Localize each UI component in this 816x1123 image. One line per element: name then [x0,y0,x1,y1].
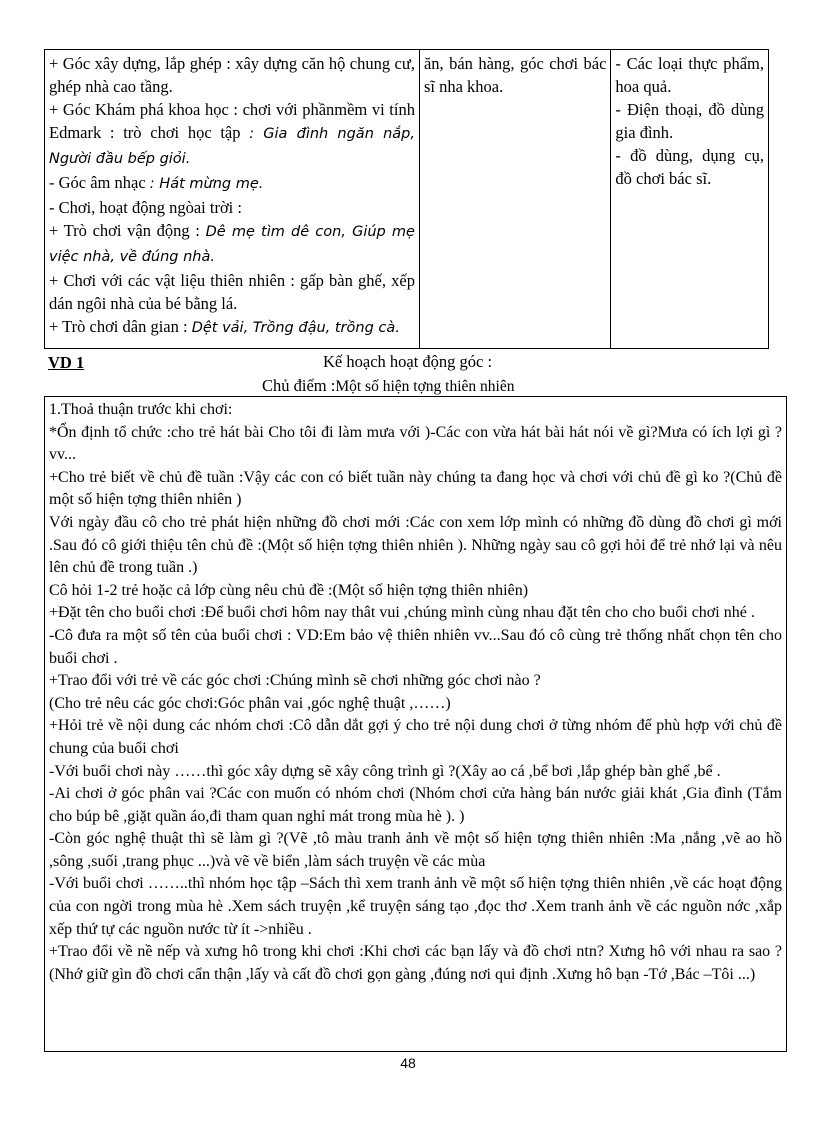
plan-title: Kế hoạch hoạt động góc : [323,352,493,371]
paragraph: -Với buổi chơi ……..thì nhóm học tập –Sách thì xem tranh ảnh về một số hiện tợng thiên nhiên ,về các hoạt động của con ngời trong mùa hè .Xem sách truyện ,kể truyện sáng tạo ,đọc thơ .Xem tranh ảnh về các nguồn nớc ,xắp xếp thứ tự các nguồn nước từ ít ->nhiều . [49,875,782,938]
activity-table [44,49,769,349]
paragraph: -Với buổi chơi này ……thì góc xây dựng sẽ xây công trình gì ?(Xây ao cá ,bể bơi ,lắp ghép bàn ghế ,bể . [49,762,721,780]
table-text: + Góc Khám phá khoa học : chơi với phầnmềm vi tính Edmark : trò chơi học tập : Gia đình ngăn nắp, Người đầu bếp giỏi. [49,100,415,167]
example-label: VD 1 [48,353,85,372]
paragraph: *Ổn định tổ chức :cho trẻ hát bài Cho tôi đi làm mưa với )-Các con vừa hát bài hát nói về gì?Mưa có ích lợi gì ?vv... [49,423,782,464]
table-column-activities [45,50,420,348]
table-text: + Chơi với các vật liệu thiên nhiên : gấp bàn ghế, xếp dán ngôi nhà của bé bằng lá. [49,271,415,313]
plan-content-box [44,396,787,1052]
page-number: 48 [400,1055,416,1071]
paragraph: 1.Thoả thuận trước khi chơi: [49,401,233,418]
paragraph: +Hỏi trẻ về nội dung các nhóm chơi :Cô dẫn dắt gợi ý cho trẻ nội dung chơi ở từng nhóm để phù hợp với chủ đề chung của buổi chơi [49,717,782,757]
table-text: + Trò chơi vận động : Dê mẹ tìm dê con, Giúp mẹ việc nhà, về đúng nhà. [49,221,415,265]
topic-line [262,376,514,396]
table-text: + Trò chơi dân gian : Dệt vải, Trồng đậu, trồng cà. [49,317,400,336]
paragraph: +Trao đổi về nề nếp và xưng hô trong khi chơi :Khi chơi các bạn lấy và đồ chơi ntn? Xưng hô với nhau ra sao ?(Nhớ giữ gìn đồ chơi cẩn thận ,lấy và cất đồ chơi gọn gàng ,đúng nơi qui định .Xưng hô bạn -Tớ ,Bác –Tôi ...) [49,943,782,983]
paragraph: -Cô đưa ra một số tên của buổi chơi : VD:Em bảo vệ thiên nhiên vv...Sau đó cô cùng trẻ thống nhất chọn tên cho buổi chơi . [49,626,782,667]
table-text: - Điện thoại, đồ dùng gia đình. [615,100,764,142]
table-text: + Góc xây dựng, lắp ghép : xây dựng căn hộ chung cư, ghép nhà cao tầng. [49,54,415,96]
topic-label: Chủ điểm : [262,376,336,395]
table-column-materials [611,50,768,348]
table-text: ăn, bán hàng, góc chơi bác sĩ nha khoa. [423,54,607,96]
table-text: - Góc âm nhạc : Hát mừng mẹ. [49,173,264,192]
paragraph: -Còn góc nghệ thuật thì sẽ làm gì ?(Vẽ ,tô màu tranh ảnh về một số hiện tợng thiên nhiên :Ma ,nắng ,vẽ ao hồ ,sông ,suối ,trang phục ...)và vẽ về biển ,làm sách truyện về các mùa [49,830,782,870]
table-text: - Chơi, hoạt động ngòai trời : [49,198,242,217]
paragraph: Với ngày đầu cô cho trẻ phát hiện những đồ chơi mới :Các con xem lớp mình có những đồ dùng đồ chơi gì mới .Sau đó cô giới thiệu tên chủ đề :(Một số hiện tợng thiên nhiên ). Những ngày sau cô gợi hỏi để trẻ nhớ lại và nêu lên chủ đề trong tuần .) [49,513,782,577]
table-text: - đồ dùng, dụng cụ, đồ chơi bác sĩ. [615,146,764,188]
paragraph: -Ai chơi ở góc phân vai ?Các con muốn có nhóm chơi (Nhóm chơi cửa hàng bán nước giải khát ,Gia đình (Tắm cho búp bê ,giặt quần áo,đi tham quan nghỉ mát trong mùa hè ). ) [49,785,782,825]
paragraph: +Cho trẻ biết về chủ đề tuần :Vậy các con có biết tuần này chúng ta đang học và chơi với chủ đề gì ko ?(Chủ đề một số hiện tợng thiên nhiên ) [49,468,782,509]
paragraph: +Đặt tên cho buổi chơi :Để buổi chơi hôm nay thât vui ,chúng mình cùng nhau đặt tên cho cho buổi chơi nhé . [49,604,755,622]
table-column-middle [420,50,611,348]
table-text: - Các loại thực phẩm, hoa quả. [615,54,764,96]
topic-value: Một số hiện tợng thiên nhiên [335,378,515,395]
paragraph: Cô hỏi 1-2 trẻ hoặc cả lớp cùng nêu chủ đề :(Một số hiện tợng thiên nhiên) [49,581,529,599]
paragraph: +Trao đổi với trẻ về các góc chơi :Chúng mình sẽ chơi những góc chơi nào ? [49,672,541,690]
paragraph: (Cho trẻ nêu các góc chơi:Góc phân vai ,góc nghệ thuật ,……) [49,694,451,712]
